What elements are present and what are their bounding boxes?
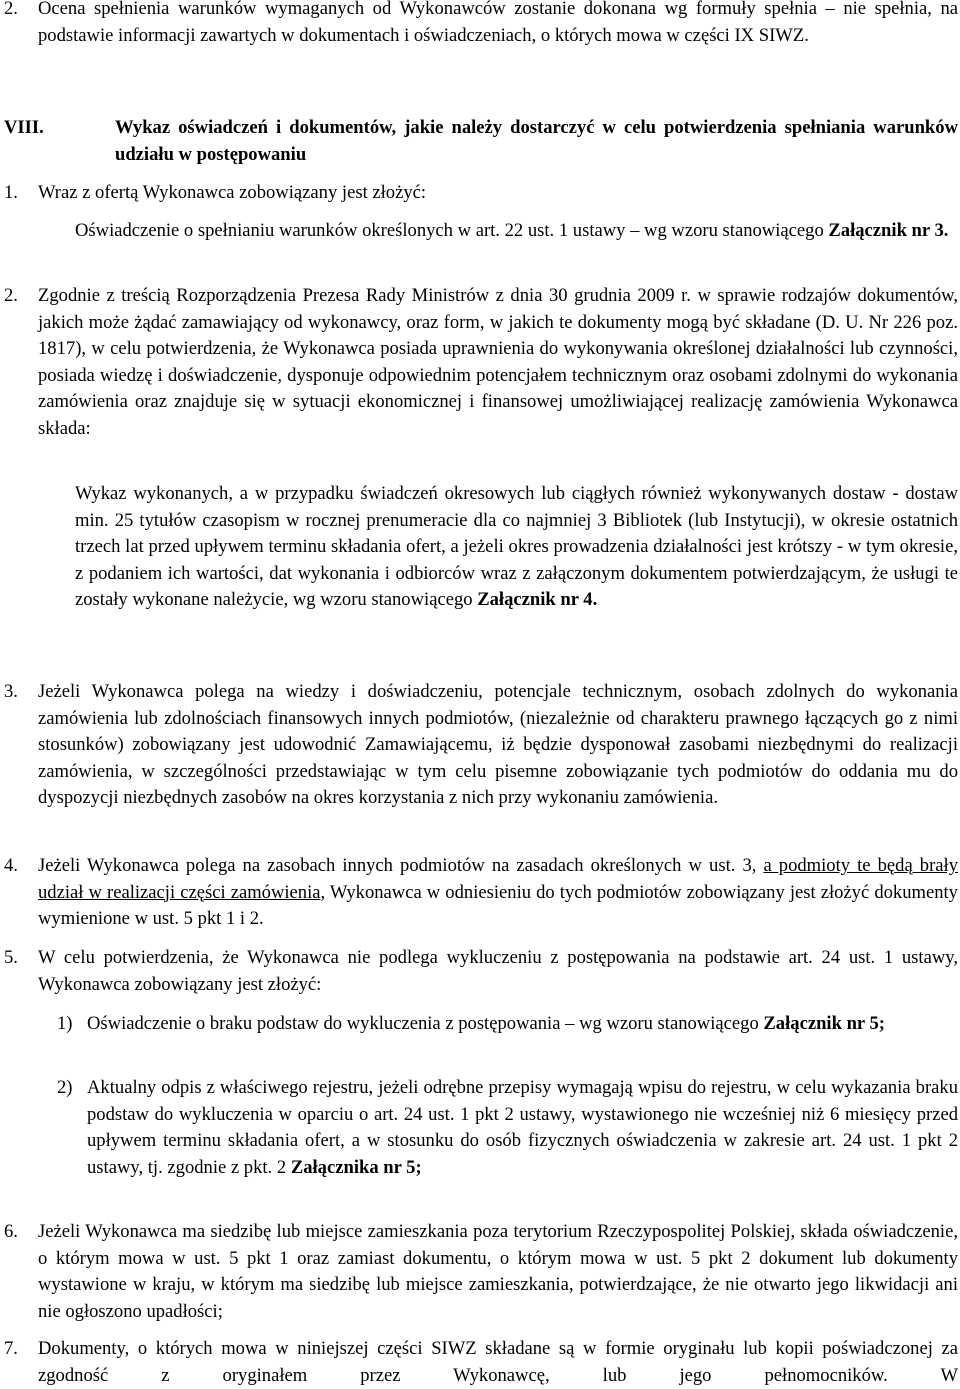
sub-item-body: Oświadczenie o braku podstaw do wykluczenia z postępowania – wg wzoru stanowiącego [87, 1013, 764, 1034]
item-number: 2. [4, 0, 18, 19]
item-text: Wraz z ofertą Wykonawca zobowiązany jest złożyć: [38, 182, 427, 203]
attachment-reference: Załącznik nr 5; [763, 1013, 885, 1034]
item-number: 2. [4, 285, 18, 306]
item-indented-text [75, 481, 958, 614]
item-text [38, 853, 958, 933]
attachment-reference: Załącznik nr 3. [828, 220, 949, 241]
item-number: 3. [4, 681, 18, 702]
item-text: Zgodnie z treścią Rozporządzenia Prezesa Rady Ministrów z dnia 30 grudnia 2009 r. w sprawie rodzajów dokumentów, jakich może żądać zamawiający od wykonawcy, oraz form, w jakich te dokumenty mogą być składane (D. U. Nr 226 poz. 1817), w celu potwierdzenia, że Wykonawca posiada uprawnienia do wykonywania określonej działalności lub czynności, posiada wiedzę i doświadczenie, dysponuje odpowiednim potencjałem technicznym oraz osobami zdolnymi do wykonania zamówienia oraz znajduje się w sytuacji ekonomicznej i finansowej umożliwiającej realizację zamówienia Wykonawca składa: [38, 285, 958, 439]
item-text: Ocena spełnienia warunków wymaganych od Wykonawców zostanie dokonana wg formuły spełnia – nie spełnia, na podstawie informacji zawartych w dokumentach i oświadczeniach, o których mowa w części IX SIWZ. [38, 0, 958, 46]
item-text-before: Jeżeli Wykonawca polega na zasobach innych podmiotów na zasadach określonych w ust. 3, [38, 855, 764, 876]
item-text: Jeżeli Wykonawca polega na wiedzy i doświadczeniu, potencjale technicznym, osobach zdolnych do wykonania zamówienia lub zdolnościach finansowych innych podmiotów, (niezależnie od charakteru prawnego łączących go z nimi stosunków) zobowiązany jest udowodnić Zamawiającemu, iż będzie dysponował zasobami niezbędnymi do realizacji zamówienia, w szczególności przedstawiając w tym celu pisemne zobowiązanie tych podmiotów do oddania mu do dyspozycji niezbędnych zasobów na okres korzystania z nich przy wykonaniu zamówienia. [38, 681, 958, 808]
attachment-reference: Załącznik nr 4. [477, 589, 598, 610]
attachment-reference: Załącznika nr 5; [290, 1156, 422, 1178]
item-text-after: , Wykonawca w odniesieniu do tych podmiotów zobowiązany jest złożyć dokumenty wymienione w ust. 5 pkt 1 i 2. [38, 881, 958, 929]
sub-item-number: 1) [57, 1013, 73, 1034]
underlined-text: a podmioty te będą brały udział w realizacji części zamówienia [38, 855, 958, 903]
item-text: W celu potwierdzenia, że Wykonawca nie podlega wykluczeniu z postępowania na podstawie art. 24 ust. 1 ustawy, Wykonawca zobowiązany jest złożyć: [38, 947, 958, 995]
indent-text: Wykaz wykonanych, a w przypadku świadczeń okresowych lub ciągłych również wykonywanych dostaw - dostaw min. 25 tytułów czasopism w rocznej prenumeracie dla co najmniej 3 Bibliotek (lub Instytucji), w okresie ostatnich trzech lat przed upływem terminu składania ofert, a jeżeli okres prowadzenia działalności jest krótszy - w tym okresie, z podaniem ich wartości, dat wykonania i odbiorców wraz z załączonym dokumentem potwierdzającym, że usługi te zostały wykonane należycie, wg wzoru stanowiącego [75, 483, 958, 610]
sub-item-body: Aktualny odpis z właściwego rejestru, jeżeli odrębne przepisy wymagają wpisu do rejestru, w celu wykazania braku podstaw do wykluczenia w oparciu o art. 24 ust. 1 pkt 2 ustawy, wystawionego nie wcześniej niż 6 miesięcy przed upływem terminu składania ofert, a w stosunku do osób fizycznych oświadczenia w zakresie art. 24 ust. 1 pkt 2 ustawy, tj. zgodnie z pkt. 2 [87, 1077, 958, 1178]
item-text: Dokumenty, o których mowa w niniejszej części SIWZ składane są w formie oryginału lub kopii poświadczonej za zgodność z oryginałem przez Wykonawcę, lub jego pełnomocników. W [38, 1338, 958, 1386]
item-number: 1. [4, 182, 18, 203]
sub-item-text [87, 1075, 958, 1181]
item-text: Jeżeli Wykonawca ma siedzibę lub miejsce zamieszkania poza terytorium Rzeczypospolitej Polskiej, składa oświadczenie, o którym mowa w ust. 5 pkt 1 oraz zamiast dokumentu, o którym mowa w ust. 5 pkt 2 dokument lub dokumenty wystawione w kraju, w którym ma siedzibę lub miejsce zamieszkania, potwierdzające, że nie otwarto jego likwidacji ani nie ogłoszono upadłości; [38, 1221, 958, 1322]
item-indented-text [75, 218, 958, 245]
item-number: 5. [4, 947, 18, 968]
indent-text: Oświadczenie o spełnianiu warunków określonych w art. 22 ust. 1 ustawy – wg wzoru stanowiącego [75, 220, 829, 241]
sub-item-number: 2) [57, 1077, 73, 1098]
section-number: VIII. [4, 117, 44, 138]
sub-item-text [87, 1011, 958, 1038]
item-number: 6. [4, 1221, 18, 1242]
item-number: 7. [4, 1338, 18, 1359]
item-number: 4. [4, 855, 18, 876]
section-title: Wykaz oświadczeń i dokumentów, jakie należy dostarczyć w celu potwierdzenia spełniania warunków udziału w postępowaniu [115, 117, 958, 165]
